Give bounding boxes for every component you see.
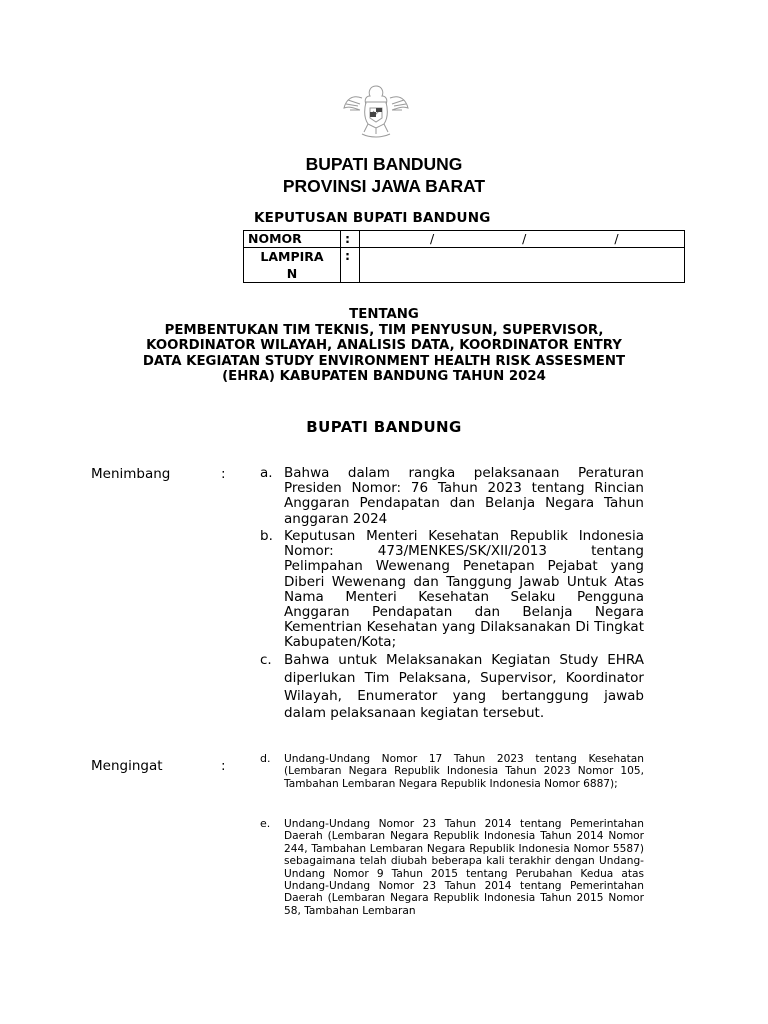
menimbang-colon: : — [221, 466, 226, 482]
nomor-label: NOMOR — [244, 231, 341, 248]
nomor-colon: : — [341, 231, 360, 248]
lampiran-label-part2: N — [286, 266, 298, 281]
nomor-value — [360, 231, 685, 248]
header-regent: BUPATI BANDUNG — [305, 154, 463, 174]
menimbang-label: Menimbang — [91, 466, 171, 482]
tentang-line: DATA KEGIATAN STUDY ENVIRONMENT HEALTH RISK ASSESMENT — [142, 353, 626, 369]
nomor-slashes: / / / — [430, 231, 619, 246]
mengingat-item-e — [260, 818, 644, 917]
tentang-line: KOORDINATOR WILAYAH, ANALISIS DATA, KOORDINATOR ENTRY — [146, 338, 622, 353]
item-marker: b. — [260, 528, 273, 544]
menimbang-item-b — [260, 529, 644, 651]
authority-heading: BUPATI BANDUNG — [306, 418, 462, 436]
item-marker: c. — [260, 652, 272, 668]
tentang-block — [0, 307, 768, 385]
lampiran-colon: : — [341, 248, 360, 283]
mengingat-label: Mengingat — [91, 758, 163, 774]
item-marker: e. — [260, 817, 271, 830]
item-text: Keputusan Menteri Kesehatan Republik Indonesia Nomor: 473/MENKES/SK/XII/2013 tentang Pelimpahan Wewenang Penetapan Pejabat yang Diberi Wewenang dan Tanggung Jawab Untuk Atas Nama Menteri Kesehatan Selaku Pengguna Anggaran Pendapatan dan Belanja Negara Kementrian Kesehatan yang Dilaksanakan Di Tingkat Kabupaten/Kota; — [284, 528, 644, 651]
item-text: Undang-Undang Nomor 23 Tahun 2014 tentang Pemerintahan Daerah (Lembaran Negara Republik Indonesia Tahun 2014 Nomor 244, Tambahan Lembaran Negara Republik Indonesia Nomor 5587) sebagaimana telah diubah beberapa kali terakhir dengan Undang-Undang Nomor 9 Tahun 2015 tentang Perubahan Kedua atas Undang-Undang Nomor 23 Tahun 2014 tentang Pemerintahan Daerah (Lembaran Negara Republik Indonesia Tahun 2015 Nomor 58, Tambahan Lembaran — [284, 818, 644, 917]
item-marker: d. — [260, 752, 271, 765]
lampiran-label-part1: LAMPIRA — [260, 249, 324, 264]
tentang-label: TENTANG — [349, 307, 419, 322]
tentang-line: PEMBENTUKAN TIM TEKNIS, TIM PENYUSUN, SUPERVISOR, — [164, 322, 604, 338]
lampiran-value — [360, 248, 685, 283]
menimbang-item-a — [260, 466, 644, 527]
item-marker: a. — [260, 465, 273, 481]
lampiran-label — [244, 248, 341, 283]
item-text: Undang-Undang Nomor 17 Tahun 2023 tentang Kesehatan (Lembaran Negara Republik Indonesia Tahun 2023 Nomor 105, Tambahan Lembaran Negara Republik Indonesia Nomor 6887); — [284, 753, 644, 790]
mengingat-item-d — [260, 753, 644, 790]
decree-meta-table — [243, 230, 685, 283]
garuda-emblem-icon — [340, 80, 412, 142]
item-text: Bahwa dalam rangka pelaksanaan Peraturan Presiden Nomor: 76 Tahun 2023 tentang Rincian Anggaran Pendapatan dan Belanja Negara Tahun anggaran 2024 — [284, 465, 644, 527]
decree-title: KEPUTUSAN BUPATI BANDUNG — [254, 210, 491, 226]
tentang-line: (EHRA) KABUPATEN BANDUNG TAHUN 2024 — [222, 369, 546, 384]
item-text: Bahwa untuk Melaksanakan Kegiatan Study EHRA diperlukan Tim Pelaksana, Supervisor, Koordinator Wilayah, Enumerator yang bertanggung jawab dalam pelaksanaan kegiatan tersebut. — [284, 652, 644, 722]
header-province: PROVINSI JAWA BARAT — [282, 176, 486, 196]
menimbang-item-c — [260, 652, 644, 723]
mengingat-colon: : — [221, 758, 226, 774]
